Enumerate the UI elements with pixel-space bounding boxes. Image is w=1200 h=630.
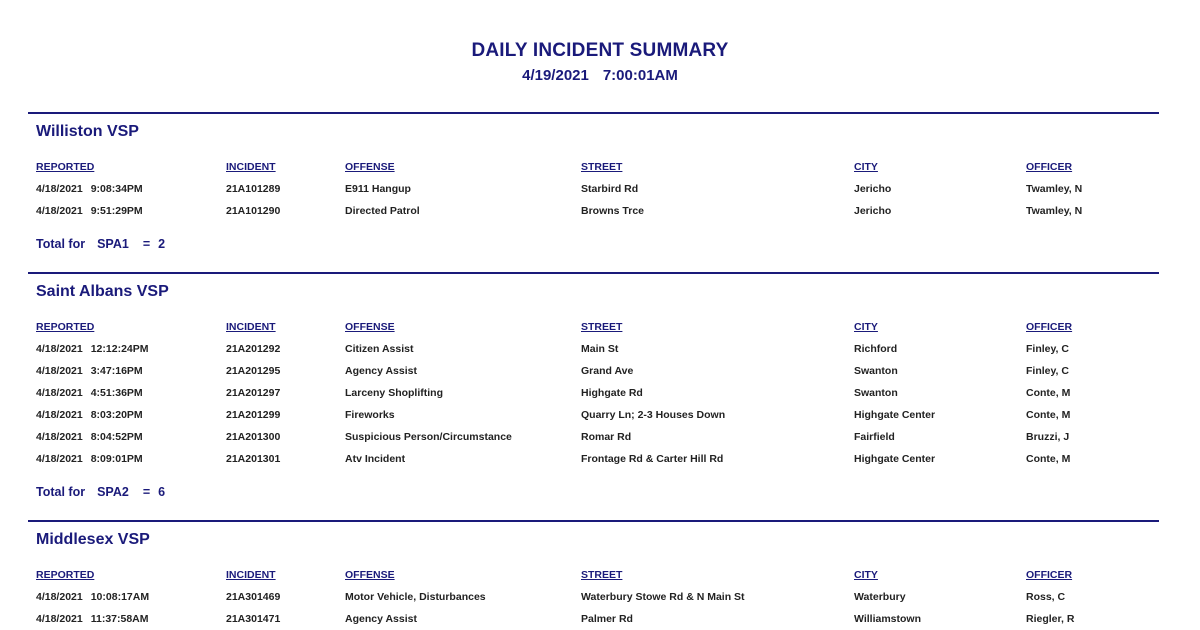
reported-cell: 4/18/2021 11:37:58AM <box>36 613 149 625</box>
reported-cell: 4/18/2021 8:09:01PM <box>36 453 143 465</box>
incident-cell: 21A201299 <box>226 409 281 421</box>
street-cell: Frontage Rd & Carter Hill Rd <box>581 453 724 465</box>
officer-cell: Conte, M <box>1026 453 1071 465</box>
officer-cell: Ross, C <box>1026 591 1066 603</box>
incident-cell: 21A301471 <box>226 613 281 625</box>
officer-cell: Bruzzi, J <box>1026 431 1070 443</box>
section-total <box>36 485 165 499</box>
street-cell: Waterbury Stowe Rd & N Main St <box>581 591 745 603</box>
officer-cell: Finley, C <box>1026 343 1069 355</box>
city-cell: Highgate Center <box>854 453 936 465</box>
offense-cell: Larceny Shoplifting <box>345 387 444 399</box>
report-datetime <box>0 67 1200 84</box>
col-header-reported: REPORTED <box>36 569 95 581</box>
city-cell: Swanton <box>854 387 898 399</box>
reported-cell: 4/18/2021 9:51:29PM <box>36 205 143 217</box>
city-cell: Jericho <box>854 183 892 195</box>
report-title: DAILY INCIDENT SUMMARY <box>471 40 729 61</box>
officer-cell: Conte, M <box>1026 387 1071 399</box>
offense-cell: Atv Incident <box>345 453 406 465</box>
officer-cell: Riegler, R <box>1026 613 1075 625</box>
section-title: Saint Albans VSP <box>36 283 169 300</box>
col-header-incident: INCIDENT <box>226 161 276 173</box>
total-count: 6 <box>158 485 166 499</box>
section-saint-albans <box>28 272 1159 520</box>
col-header-offense: OFFENSE <box>345 161 395 173</box>
col-header-offense: OFFENSE <box>345 569 395 581</box>
incident-cell: 21A201301 <box>226 453 281 465</box>
col-header-street: STREET <box>581 161 623 173</box>
section-title: Middlesex VSP <box>36 531 150 548</box>
incident-cell: 21A201297 <box>226 387 281 399</box>
report-time: 7:00:01AM <box>602 67 678 84</box>
officer-cell: Twamley, N <box>1026 205 1083 217</box>
offense-cell: Motor Vehicle, Disturbances <box>345 591 486 603</box>
col-header-officer: OFFICER <box>1026 161 1073 173</box>
section-title: Williston VSP <box>36 123 139 140</box>
col-header-city: CITY <box>854 161 878 173</box>
col-header-reported: REPORTED <box>36 321 95 333</box>
city-cell: Richford <box>854 343 898 355</box>
col-header-city: CITY <box>854 569 878 581</box>
reported-cell: 4/18/2021 8:03:20PM <box>36 409 143 421</box>
street-cell: Browns Trce <box>581 205 645 217</box>
street-cell: Romar Rd <box>581 431 632 443</box>
officer-cell: Conte, M <box>1026 409 1071 421</box>
col-header-street: STREET <box>581 569 623 581</box>
col-header-incident: INCIDENT <box>226 321 276 333</box>
reported-cell: 4/18/2021 8:04:52PM <box>36 431 143 443</box>
street-cell: Quarry Ln; 2-3 Houses Down <box>581 409 726 421</box>
total-code: SPA2 <box>97 485 129 499</box>
section-middlesex <box>28 520 1159 630</box>
city-cell: Fairfield <box>854 431 895 443</box>
incident-cell: 21A201292 <box>226 343 281 355</box>
section-divider <box>28 272 1159 274</box>
reported-cell: 4/18/2021 9:08:34PM <box>36 183 143 195</box>
offense-cell: Directed Patrol <box>345 205 420 217</box>
reported-cell: 4/18/2021 12:12:24PM <box>36 343 149 355</box>
city-cell: Jericho <box>854 205 892 217</box>
total-equals: = <box>142 237 151 251</box>
total-count: 2 <box>158 237 166 251</box>
col-header-street: STREET <box>581 321 623 333</box>
city-cell: Williamstown <box>854 613 921 625</box>
street-cell: Starbird Rd <box>581 183 639 195</box>
report-date: 4/19/2021 <box>522 67 589 84</box>
total-code: SPA1 <box>97 237 129 251</box>
street-cell: Highgate Rd <box>581 387 643 399</box>
incident-cell: 21A101290 <box>226 205 281 217</box>
city-cell: Swanton <box>854 365 898 377</box>
col-header-reported: REPORTED <box>36 161 95 173</box>
reported-cell: 4/18/2021 4:51:36PM <box>36 387 143 399</box>
incident-cell: 21A201295 <box>226 365 281 377</box>
reported-cell: 4/18/2021 3:47:16PM <box>36 365 143 377</box>
street-cell: Main St <box>581 343 619 355</box>
section-divider <box>28 112 1159 114</box>
incident-cell: 21A101289 <box>226 183 281 195</box>
offense-cell: E911 Hangup <box>345 183 411 195</box>
officer-cell: Twamley, N <box>1026 183 1083 195</box>
section-williston <box>28 112 1159 272</box>
officer-cell: Finley, C <box>1026 365 1069 377</box>
offense-cell: Suspicious Person/Circumstance <box>345 431 512 443</box>
reported-cell: 4/18/2021 10:08:17AM <box>36 591 150 603</box>
section-total <box>36 237 165 251</box>
col-header-city: CITY <box>854 321 878 333</box>
offense-cell: Citizen Assist <box>345 343 414 355</box>
col-header-officer: OFFICER <box>1026 569 1073 581</box>
incident-cell: 21A201300 <box>226 431 281 443</box>
section-divider <box>28 520 1159 522</box>
total-label: Total for <box>36 237 86 251</box>
offense-cell: Agency Assist <box>345 365 417 377</box>
city-cell: Highgate Center <box>854 409 936 421</box>
col-header-officer: OFFICER <box>1026 321 1073 333</box>
street-cell: Grand Ave <box>581 365 634 377</box>
col-header-offense: OFFENSE <box>345 321 395 333</box>
total-equals: = <box>142 485 151 499</box>
col-header-incident: INCIDENT <box>226 569 276 581</box>
incident-cell: 21A301469 <box>226 591 281 603</box>
city-cell: Waterbury <box>854 591 906 603</box>
total-label: Total for <box>36 485 86 499</box>
street-cell: Palmer Rd <box>581 613 633 625</box>
offense-cell: Fireworks <box>345 409 395 421</box>
offense-cell: Agency Assist <box>345 613 417 625</box>
